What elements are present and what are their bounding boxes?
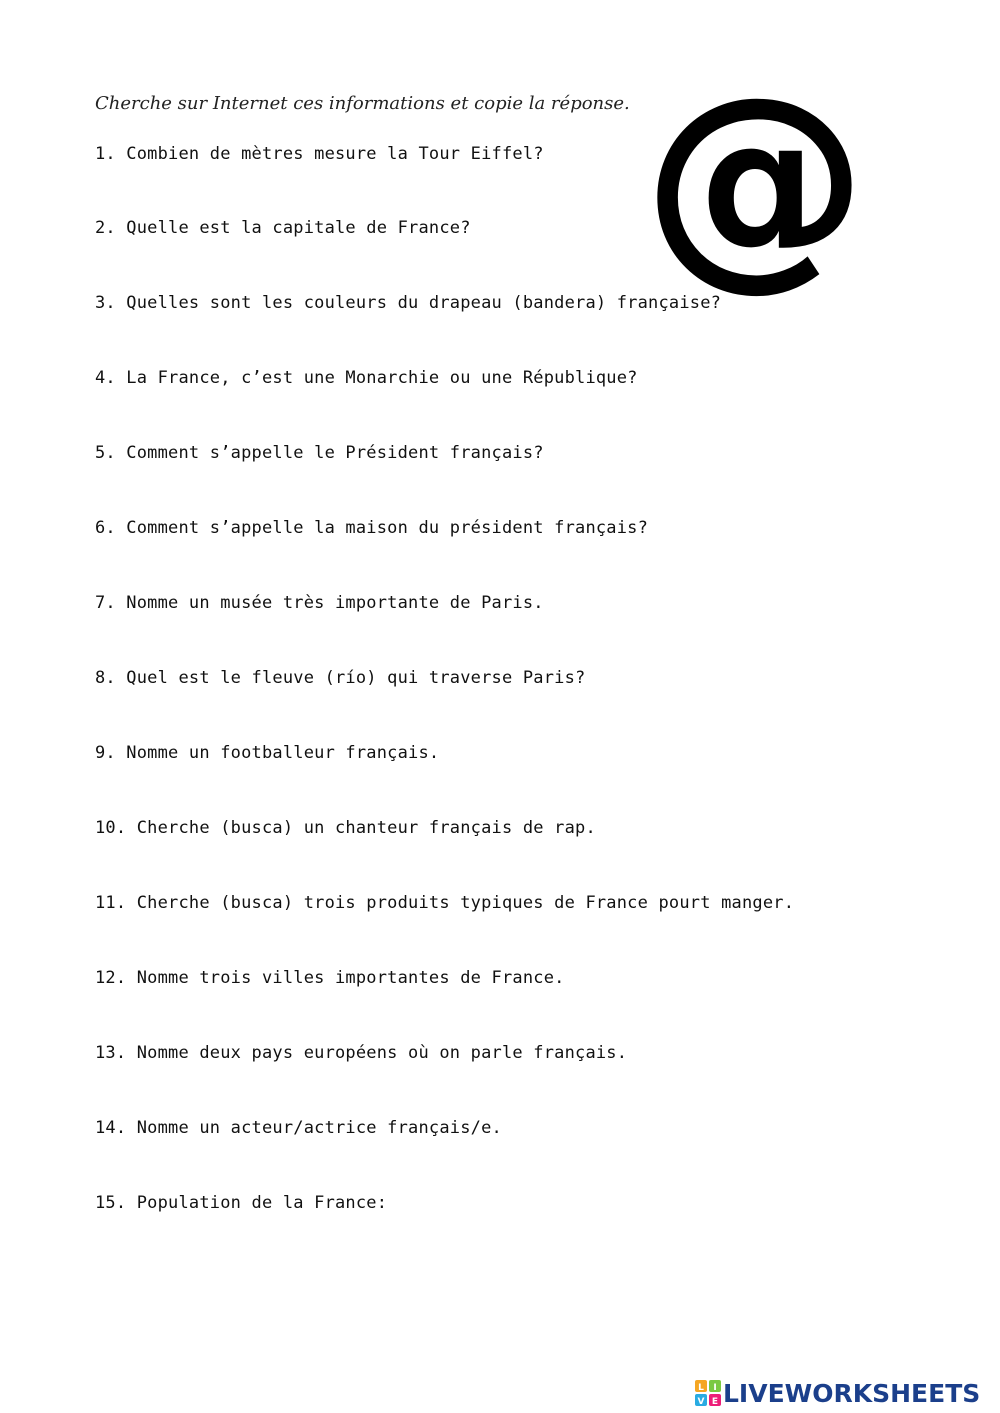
liveworksheets-logo-icon [695, 1380, 721, 1406]
logo-tile-letter: E [711, 1397, 719, 1407]
question-2: 2. Quelle est la capitale de France? [95, 218, 471, 238]
logo-tile-letter: V [697, 1397, 705, 1407]
liveworksheets-logo [695, 1375, 980, 1411]
liveworksheets-brand-text: LIVEWORKSHEETS [723, 1378, 981, 1408]
at-sign-icon [642, 49, 868, 311]
question-12: 12. Nomme trois villes importantes de France. [95, 968, 565, 988]
question-10: 10. Cherche (busca) un chanteur français de rap. [95, 818, 596, 838]
question-1: 1. Combien de mètres mesure la Tour Eiffel? [95, 144, 544, 164]
question-7: 7. Nomme un musée très importante de Paris. [95, 593, 544, 613]
question-3: 3. Quelles sont les couleurs du drapeau (bandera) française? [95, 293, 722, 313]
question-14: 14. Nomme un acteur/actrice français/e. [95, 1118, 502, 1138]
question-4: 4. La France, c’est une Monarchie ou une République? [95, 368, 638, 388]
logo-tile-letter: L [698, 1383, 704, 1393]
at-sign-glyph: @ [642, 49, 868, 311]
question-9: 9. Nomme un footballeur français. [95, 743, 440, 763]
question-5: 5. Comment s’appelle le Président français? [95, 443, 544, 463]
question-6: 6. Comment s’appelle la maison du président français? [95, 518, 649, 538]
question-8: 8. Quel est le fleuve (río) qui traverse Paris? [95, 668, 586, 688]
question-15: 15. Population de la France: [95, 1193, 388, 1213]
logo-tile-letter: I [713, 1383, 717, 1393]
question-11: 11. Cherche (busca) trois produits typiques de France pourt manger. [95, 893, 795, 913]
instructions-text: Cherche sur Internet ces informations et copie la réponse. [95, 93, 630, 114]
question-13: 13. Nomme deux pays européens où on parle français. [95, 1043, 628, 1063]
